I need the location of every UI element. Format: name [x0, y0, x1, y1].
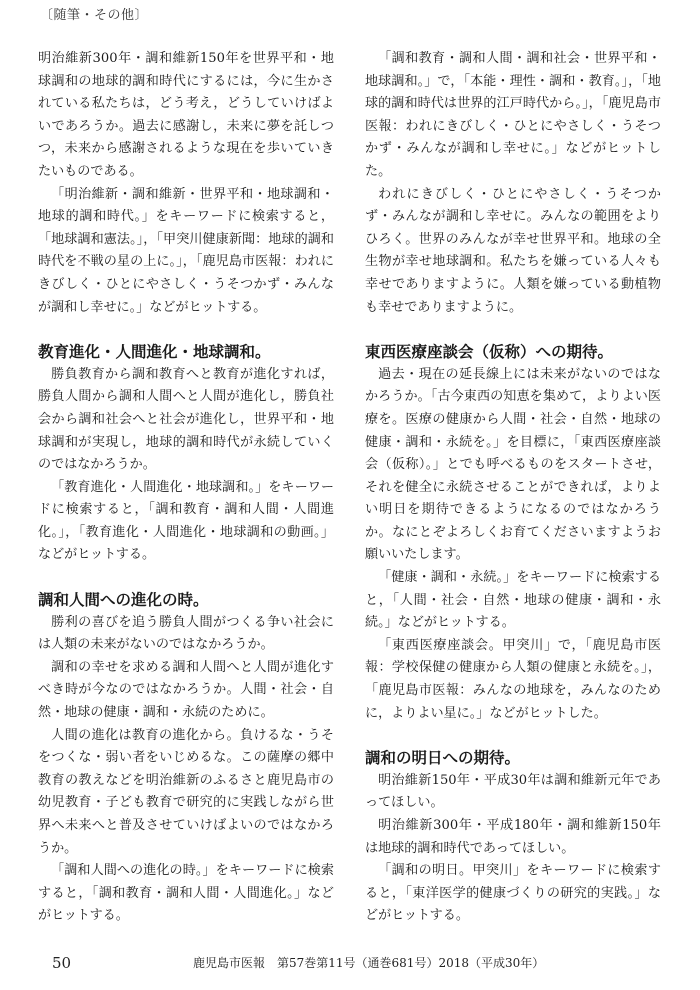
- body-paragraph: われにきびしく・ひとにやさしく・うそつかず・みんなが調和し幸せに。みんなの範囲をよりひろく。世界のみんなが幸せ世界平和。地球の全生物が幸せ地球調和。私たちを嫌っている人々も幸せでありますように。人類を嫌っている動植物も幸せでありますように。: [365, 186, 661, 315]
- body-paragraph: 「東西医療座談会。甲突川」で，「鹿児島市医報：学校保健の健康から人類の健康と永続を。」，「鹿児島市医報：みんなの地球を，みんなのために，よりよい星に。」などがヒットした。: [365, 637, 661, 721]
- body-paragraph: 「教育進化・人間進化・地球調和。」をキーワードに検索すると，「調和教育・調和人間・人間進化。」，「教育進化・人間進化・地球調和の動画。」などがヒットする。: [38, 479, 334, 563]
- body-paragraph: 「明治維新・調和維新・世界平和・地球調和・地球的調和時代。」をキーワードに検索すると，「地球調和憲法。」，「甲突川健康新聞：地球的調和時代を不戦の星の上に。」，「鹿児島市医報：われにきびしく・ひとにやさしく・うそつかず・みんなが調和し幸せに。」などがヒットする。: [38, 186, 334, 315]
- section-heading: 調和の明日への期待。: [365, 749, 521, 768]
- body-paragraph: 「調和教育・調和人間・調和社会・世界平和・地球調和。」で，「本能・理性・調和・教育。」，「地球的調和時代は世界的江戸時代から。」，「鹿児島市医報：われにきびしく・ひとにやさしく・うそつかず・みんなが調和し幸せに。」などがヒットした。: [365, 51, 661, 179]
- section-heading: 東西医療座談会（仮称）への期待。: [365, 343, 614, 362]
- right-column: [365, 48, 661, 928]
- section-gap: [38, 319, 334, 341]
- body-paragraph: 調和の幸せを求める調和人間へと人間が進化すべき時が今なのではなかろうか。人間・社会・自然・地球の健康・調和・永続のために。: [38, 659, 334, 721]
- body-paragraph: 人間の進化は教育の進化から。負けるな・うそをつくな・弱い者をいじめるな。この薩摩の郷中教育の教えなどを明治維新のふるさと鹿児島市の幼児教育・子ども教育で研究的に実践しながら世界へ未来へと普及させていけばよいのではなかろうか。: [38, 727, 334, 856]
- section-heading: 調和人間への進化の時。: [38, 591, 209, 610]
- left-column: [38, 48, 334, 928]
- body-paragraph: 明治維新150年・平成30年は調和維新元年であってほしい。: [365, 772, 661, 811]
- section-gap: [365, 319, 661, 341]
- body-paragraph: 「調和の明日。甲突川」をキーワードに検索すると，「東洋医学的健康づくりの研究的実践。」などがヒットする。: [365, 863, 661, 924]
- journal-citation: 鹿児島市医報 第57巻第11号（通巻681号）2018（平成30年）: [193, 956, 545, 970]
- body-paragraph: 勝負教育から調和教育へと教育が進化すれば，勝負人間から調和人間へと人間が進化し，勝負社会から調和社会へと社会が進化し，世界平和・地球調和が実現し，地球的調和時代が永続していくのではなかろうか。: [38, 366, 334, 473]
- section-gap: [365, 725, 661, 747]
- section-label: 〔随筆・その他〕: [40, 8, 149, 23]
- body-paragraph: 「調和人間への進化の時。」をキーワードに検索すると，「調和教育・調和人間・人間進化。」などがヒットする。: [38, 863, 334, 924]
- body-paragraph: 過去・現在の延長線上には未来がないのではなかろうか。「古今東西の知恵を集めて，よりよい医療を。医療の健康から人間・社会・自然・地球の健康・調和・永続を。」を目標に，「東西医療座談会（仮称）。」とでも呼べるものをスタートさせ，それを健全に永続させることができれば，よりよい明日を期待できるようになるのではなかろうか。なにとぞよろしくお育てくださいますようお願いいたします。: [365, 366, 661, 563]
- section-gap: [38, 567, 334, 589]
- body-paragraph: 「健康・調和・永続。」をキーワードに検索すると，「人間・社会・自然・地球の健康・調和・永続。」などがヒットする。: [365, 570, 661, 631]
- body-paragraph: 明治維新300年・平成180年・調和維新150年は地球的調和時代であってほしい。: [365, 818, 661, 856]
- body-paragraph: 明治維新300年・調和維新150年を世界平和・地球調和の地球的調和時代にするには，今に生かされている私たちは，どう考え，どうしていけばよいであろうか。過去に感謝し，未来に夢を託しつつ，未来から感謝されるような現在を歩いていきたいものである。: [38, 51, 334, 179]
- body-paragraph: 勝利の喜びを追う勝負人間がつくる争い社会には人類の未来がないのではなかろうか。: [38, 614, 334, 653]
- page-number: 50: [52, 954, 72, 972]
- section-heading: 教育進化・人間進化・地球調和。: [38, 343, 271, 362]
